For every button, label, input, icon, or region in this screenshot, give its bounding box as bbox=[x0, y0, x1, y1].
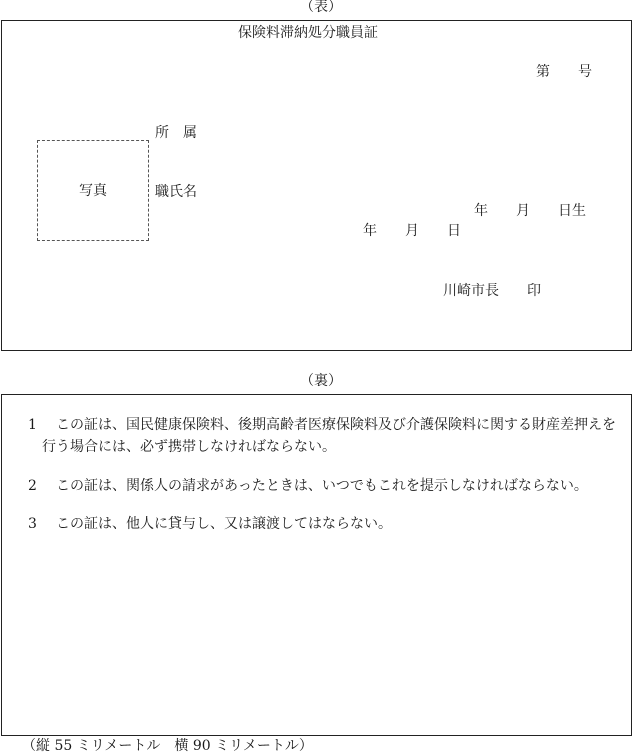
number-label: 第 号 bbox=[536, 64, 592, 80]
item-text: この証は、他人に貸与し、又は譲渡してはならない。 bbox=[56, 516, 392, 532]
issuer-seal: 川崎市長 印 bbox=[443, 283, 541, 299]
size-footnote: （縦 55 ミリメートル 横 90 ミリメートル） bbox=[22, 738, 313, 754]
name-label: 職氏名 bbox=[155, 184, 197, 200]
list-item bbox=[28, 414, 628, 458]
front-caption: （表） bbox=[300, 0, 342, 15]
back-caption: （裏） bbox=[300, 373, 342, 389]
card-front bbox=[1, 20, 632, 351]
list-item bbox=[28, 475, 628, 497]
birth-date: 年 月 日生 bbox=[474, 203, 586, 219]
item-text: この証は、関係人の請求があったときは、いつでもこれを提示しなければならない。 bbox=[56, 478, 588, 494]
item-number: 1 bbox=[28, 417, 37, 433]
item-number: 2 bbox=[28, 478, 37, 494]
item-text: この証は、国民健康保険料、後期高齢者医療保険料及び介護保険料に関する財産差押えを行う場合には、必ず携帯しなければならない。 bbox=[42, 417, 616, 455]
issue-date: 年 月 日 bbox=[363, 223, 461, 239]
item-number: 3 bbox=[28, 516, 37, 532]
list-item bbox=[28, 513, 628, 535]
card-back bbox=[1, 394, 632, 736]
affiliation-label: 所 属 bbox=[155, 125, 197, 141]
photo-box bbox=[37, 140, 149, 241]
photo-label: 写真 bbox=[79, 183, 107, 199]
card-title: 保険料滞納処分職員証 bbox=[238, 25, 378, 41]
